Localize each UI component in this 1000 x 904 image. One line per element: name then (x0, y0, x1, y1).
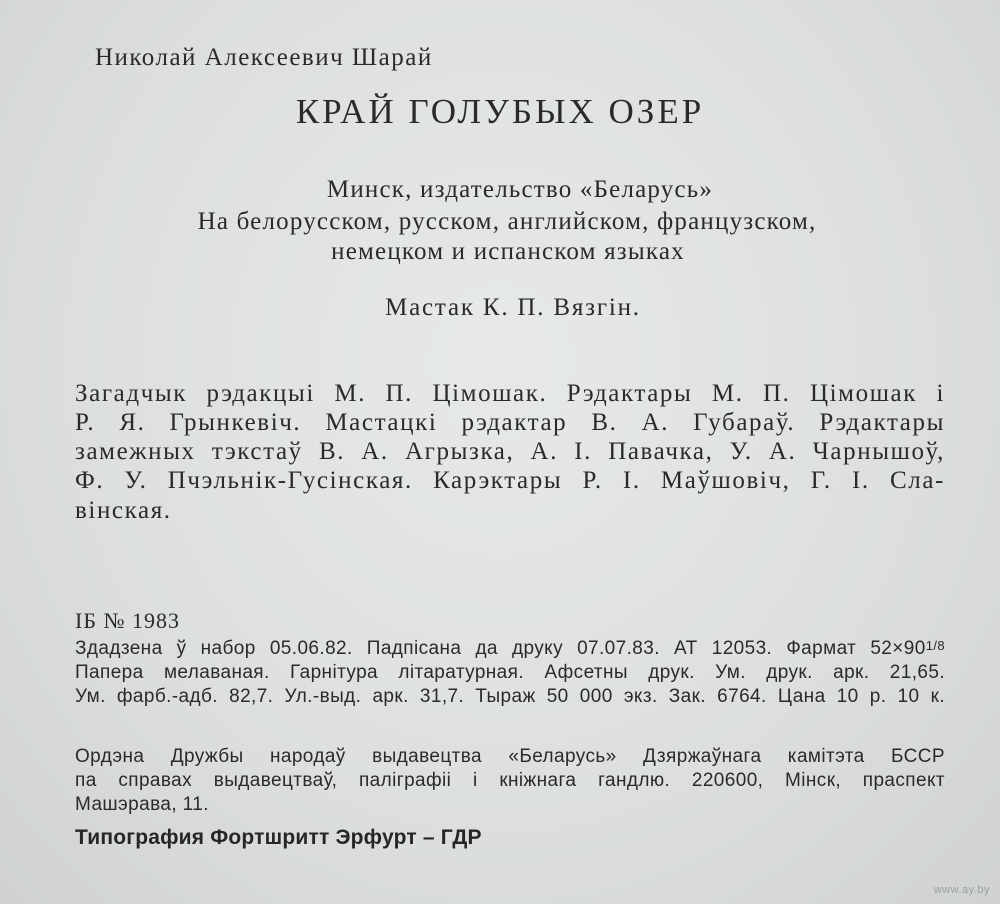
imprint-line: Папера мелаваная. Гарнітура літаратурная. Афсетны друк. Ум. друк. арк. 21,65. (75, 662, 945, 683)
publisher-info-line: Машэрава, 11. (75, 794, 209, 815)
imprint-line (75, 638, 945, 660)
editors-line: Ф. У. Пчэльнік-Гусінская. Карэктары Р. І. Маўшовіч, Г. І. Сла- (75, 467, 945, 494)
editors-line: Р. Я. Грынкевіч. Мастацкі рэдактар В. А. Губараў. Рэдактары (75, 409, 945, 436)
publisher-info-line: па справах выдавецтваў, паліграфіі і кніжнага гандлю. 220600, Мінск, праспект (75, 770, 945, 791)
editors-line: Загадчык рэдакцыі М. П. Цімошак. Рэдактары М. П. Цімошак і (75, 380, 945, 407)
editors-line: замежных тэкстаў В. А. Агрызка, А. І. Павачка, У. А. Чарнышоў, (75, 438, 945, 465)
languages-line: На белорусском, русском, английском, французском, (197, 208, 817, 235)
artist-credit: Мастак К. П. Вязгін. (385, 294, 641, 321)
languages-line: немецком и испанском языках (331, 238, 685, 265)
imprint-line: Ум. фарб.-адб. 82,7. Ул.-выд. арк. 31,7. Тыраж 50 000 экз. Зак. 6764. Цана 10 р. 10 к. (75, 686, 945, 707)
author-name: Николай Алексеевич Шарай (95, 44, 433, 71)
book-title: КРАЙ ГОЛУБЫХ ОЗЕР (295, 92, 705, 131)
watermark: www.ay.by (933, 884, 990, 896)
format-fraction: 1/8 (925, 638, 945, 653)
printer-credit: Типография Фортшритт Эрфурт – ГДР (75, 826, 482, 849)
publisher-info-line: Ордэна Дружбы народаў выдавецтва «Беларусь» Дзяржаўнага камітэта БССР (75, 746, 945, 767)
ib-number: ІБ № 1983 (75, 608, 180, 633)
editors-line: вінская. (75, 497, 172, 524)
publisher-line: Минск, издательство «Беларусь» (326, 176, 714, 203)
imprint-text: Здадзена ў набор 05.06.82. Падпісана да друку 07.07.83. АТ 12053. Фармат 52×90 (75, 638, 926, 659)
